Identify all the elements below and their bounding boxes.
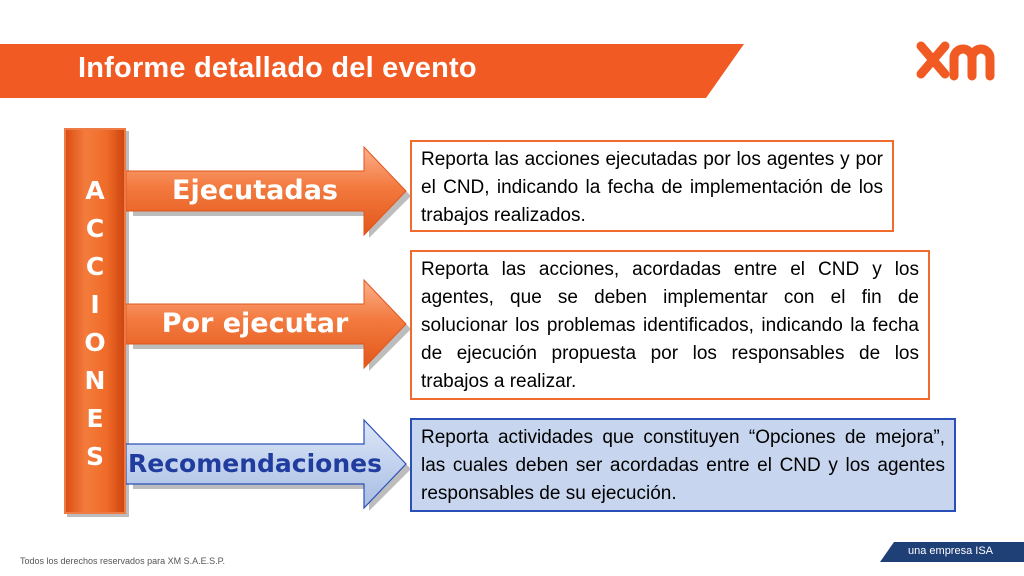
- page-title: Informe detallado del evento: [78, 52, 477, 84]
- arrow-ejecutadas: [126, 145, 412, 241]
- description-por-ejecutar: Reporta las acciones, acordadas entre el CND y los agentes, que se deben implementar con el fin de solucionar los problemas identificados, indicando la fecha de ejecución propuesta por los responsables de los trabajos a realizar.: [410, 250, 930, 400]
- acciones-letter: A: [85, 176, 105, 205]
- arrow-por-ejecutar: [126, 278, 412, 374]
- description-recomendaciones: Reporta actividades que constituyen “Opciones de mejora”, las cuales deben ser acordadas entre el CND y los agentes responsables de su ejecución.: [410, 418, 956, 512]
- description-ejecutadas: Reporta las acciones ejecutadas por los agentes y por el CND, indicando la fecha de implementación de los trabajos realizados.: [410, 140, 894, 232]
- category-label-por-ejecutar: Por ejecutar: [161, 308, 349, 339]
- acciones-vertical-bar: [64, 128, 126, 514]
- acciones-letter: N: [84, 366, 106, 395]
- acciones-letter: O: [84, 328, 106, 357]
- acciones-letter: I: [90, 290, 100, 319]
- category-label-ejecutadas: Ejecutadas: [172, 175, 338, 206]
- acciones-letter: S: [85, 442, 104, 471]
- isa-tagline: una empresa ISA: [908, 545, 993, 557]
- category-label-recomendaciones: Recomendaciones: [128, 449, 382, 478]
- arrow-recomendaciones: [126, 418, 412, 514]
- acciones-letters: [64, 172, 126, 476]
- footer-copyright: Todos los derechos reservados para XM S.A.E.S.P.: [20, 556, 225, 566]
- xm-logo: [914, 28, 1010, 88]
- acciones-letter: E: [86, 404, 104, 433]
- acciones-letter: C: [85, 214, 105, 243]
- acciones-letter: C: [85, 252, 105, 281]
